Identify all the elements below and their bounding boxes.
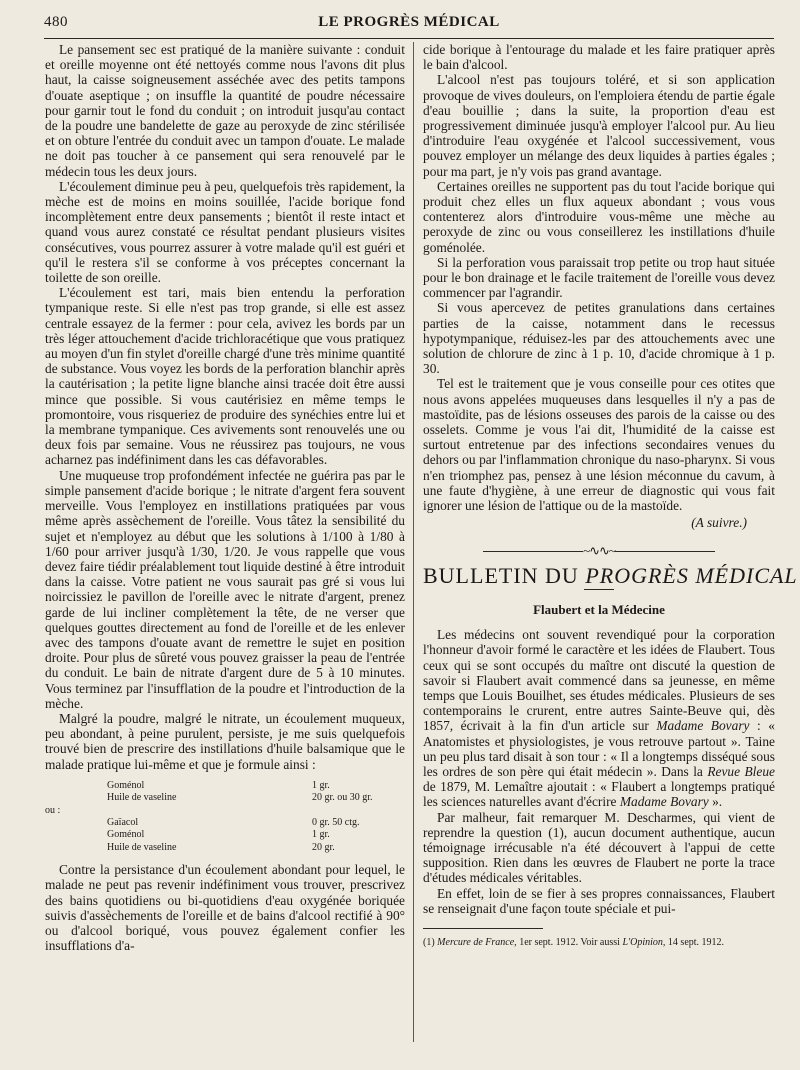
ingredient: Huile de vaseline <box>107 841 177 853</box>
footnote-rule <box>423 928 543 929</box>
quantity: 1 gr. <box>312 829 330 841</box>
paragraph: L'alcool n'est pas toujours toléré, et si son application provoque de vives douleurs, on l'emploiera étendu de partie égale d'eau bouillie ; dans la suite, la proportion d'eau est progressivement diminuée jusqu'à employer l'alcool pur. Au lieu d'introduire l'eau oxygénée et l'alcool successivement, vous pouvez employer un mélange des deux liquides à parties égales ; pour ma part, je n'y vois pas grand avantage. <box>423 72 775 179</box>
quantity: 1 gr. <box>312 779 330 791</box>
section-title: BULLETIN DU PROGRÈS MÉDICAL <box>423 562 798 588</box>
ingredient: Goménol <box>107 829 145 841</box>
paragraph: cide borique à l'entourage du malade et les faire pratiquer après le bain d'alcool. <box>423 42 775 73</box>
paragraph: Par malheur, fait remarquer M. Descharmes, qui vient de reprendre la question (1), aucun document authentique, aucun témoignage irrécusable n'a été découvert à l'appui de cette supposition. Rien dans les œuvres de Flaubert ne porte la trace d'études médicales véritables. <box>423 809 775 886</box>
paragraph: Les médecins ont souvent revendiqué pour la corporation l'honneur d'avoir formé le caractère et les idées de Flaubert. Tous ceux qui se sont occupés du maître ont discuté la question de savoir si Flaubert avait commencé dans sa jeunesse, en même temps que Louis Bouilhet, ses études médicales. Plusieurs de ses contemporains le crurent, entre autres Sainte-Beuve qui, dès 1857, écrivait à la fin d'un article sur Madame Bovary : « Anatomistes et physiologistes, je vous retrouve partout ». Taine un peu plus tard disait à son tour : « Il a longtemps disséqué sous les ordres de son père qui était médecin ». Dans la Revue Bleue de 1879, M. Lemaître ajoutait : « Flaubert a longtemps pratiqué les sciences naturelles avant d'écrire Madame Bovary ». <box>423 627 775 810</box>
ingredient: Gaïacol <box>107 816 139 828</box>
to-be-continued: (A suivre.) <box>691 515 747 531</box>
prescription-row <box>45 780 405 792</box>
paragraph: Le pansement sec est pratiqué de la manière suivante : conduit et oreille moyenne ont été nettoyés comme nous l'avons dit plus haut, la caisse soigneusement asséchée avec des petits tampons d'ouate aseptique ; on insuffle la quantité de poudre nécessaire pour garnir tout le fond du conduit ; on introduit jusqu'au contact de la poudre une bandelette de gaze au peroxyde de zinc stérilisée et on obture l'entrée du conduit avec un tampon d'ouate. Le malade ne doit pas toucher à ce pansement qui sera renouvelé par le médecin tous les deux jours. <box>45 42 405 179</box>
page-header <box>44 12 774 34</box>
paragraph: Si la perforation vous paraissait trop petite ou trop haut située pour le bon drainage et le facile traitement de l'oreille vous devez commencer par l'agrandir. <box>423 254 775 301</box>
ingredient: Huile de vaseline <box>107 792 177 804</box>
prescription-row <box>45 842 405 854</box>
quantity: 0 gr. 50 ctg. <box>312 816 360 828</box>
paragraph: Une muqueuse trop profondément infectée ne guérira pas par le simple pansement d'acide borique ; le nitrate d'argent fera souvent merveille. Vous l'employez en instillations pratiquées par vous même après assèchement de l'oreille. Vous tâtez la sensibilité du sujet et n'employez au début que les solutions à 1/100 à 1/80 à 1/60 pour arriver jusqu'à 1/30, 1/20. Je vous rappelle que vous devez faire tiédir préalablement tout liquide destiné à être introduit dans la caisse. Votre patient ne vous saurait pas gré si vous lui noircissiez le pavillon de l'oreille avec le nitrate d'argent, prenez garde de lui incliner complètement la tête, de ne verser que quelques gouttes directement au fond de l'oreille et de les enlever avec des tampons d'ouate avant de remettre le sujet en position droite. Pour plus de sûreté vous pouvez graisser la peau de l'entrée du conduit. Le bain de nitrate d'argent dure de 5 à 10 minutes. Vous terminez par l'insufflation de la poudre et l'introduction de la mèche. <box>45 467 405 711</box>
quantity: 20 gr. ou 30 gr. <box>312 792 373 804</box>
paragraph: Tel est le traitement que je vous conseille pour ces otites que nous avons appelées muqueuses dans lesquelles il n'y a pas de mastoïdite, pas de lésions osseuses des parois de la caisse ou des osselets. Comme je vous l'ai dit, l'humidité de la caisse est surtout entretenue par des infections secondaires venues du dehors ou par l'inflammation chronique du naso-pharynx. Si vous n'en triomphez pas, pensez à une lésion méconnue du cavum, à une faute d'hygiène, à une erreur de diagnostic qui vous fait ignorer une lésion de l'attique ou de la mastoïde. <box>423 376 775 514</box>
or-label: ou : <box>45 804 61 816</box>
running-title: LE PROGRÈS MÉDICAL <box>318 14 500 30</box>
header-rule <box>44 38 774 39</box>
prescription-or <box>45 805 405 817</box>
footnote: (1) Mercure de France, 1er sept. 1912. Voir aussi L'Opinion, 14 sept. 1912. <box>423 936 725 948</box>
ingredient: Goménol <box>107 779 145 791</box>
prescription-row <box>45 792 405 804</box>
paragraph: Si vous apercevez de petites granulations dans certaines parties de la caisse, notamment dans le recessus hypotympanique, réduisez-les par des attouchements avec une solution de chlorure de zinc à 1 p. 10, d'acide chromique à 1 p. 30. <box>423 300 775 377</box>
left-column <box>45 42 405 1052</box>
page-number: 480 <box>44 14 68 30</box>
paragraph: Certaines oreilles ne supportent pas du tout l'acide borique qui produit chez elles un flux aqueux abondant ; vous vous contenterez alors d'introduire vous-même une mèche au peroxyde de zinc ou vous conseillerez les instillations d'huile goménolée. <box>423 178 775 255</box>
prescription-row <box>45 829 405 841</box>
prescription-row <box>45 817 405 829</box>
paragraph: Contre la persistance d'un écoulement abondant pour lequel, le malade ne peut pas revenir indéfiniment vous trouver, prescrivez des bains quotidiens ou bi-quotidiens d'eau oxygénée boriquée suivis d'assèchements de l'oreille et de bains d'alcool rectifié à 90° ou d'alcool boriqué, vous pouvez également confier les insufflations d'a- <box>45 862 405 954</box>
paragraph: En effet, loin de se fier à ses propres connaissances, Flaubert se renseignait d'une façon toute spéciale et pui- <box>423 885 775 916</box>
paragraph: Malgré la poudre, malgré le nitrate, un écoulement muqueux, peu abondant, à peine purulent, persiste, je me suis quelquefois trouvé bien de prescrire des instillations d'huile balsamique que le malade pratique lui-même et que je formule ainsi : <box>45 710 405 772</box>
ornamental-divider: ~∿∿~ <box>423 543 775 558</box>
column-divider <box>413 42 414 1042</box>
prescription <box>45 780 405 854</box>
right-column <box>423 42 798 1052</box>
paragraph: L'écoulement est tari, mais bien entendu la perforation tympanique reste. Si elle n'est pas trop grande, si elle est assez centrale essayez de la fermer : pour cela, avivez les bords par un très léger attouchement d'acide trichloracétique que vous pratiquez au moyen d'un fin stylet d'oreille chargé d'une très minime quantité de substance. Vous voyez les bords de la perforation blanchir après la cautérisation ; la petite ligne blanche ainsi tracée doit être aussi mince que possible. Si vous cautérisiez en même temps le promontoire, vous risqueriez de produire des synéchies entre lui et la membrane tympanique. Ces avivements sont renouvelés une ou deux fois par semaine. Vous ne réussirez pas toujours, ne vous acharnez pas indéfiniment dans les cas défavorables. <box>45 285 405 468</box>
title-dash <box>584 589 614 590</box>
quantity: 20 gr. <box>312 841 335 853</box>
article-title: Flaubert et la Médecine <box>533 601 665 617</box>
paragraph: L'écoulement diminue peu à peu, quelquefois très rapidement, la mèche est de moins en moins souillée, l'acide borique fond incomplètement entre deux pansements ; bientôt il reste intact et quand vous aurez constaté ce résultat pendant plusieurs visites consécutives, vous pourrez assurer à votre malade qu'il est guéri et qu'il le restera s'il se conforme à vos préceptes concernant la toilette de son oreille. <box>45 178 405 286</box>
